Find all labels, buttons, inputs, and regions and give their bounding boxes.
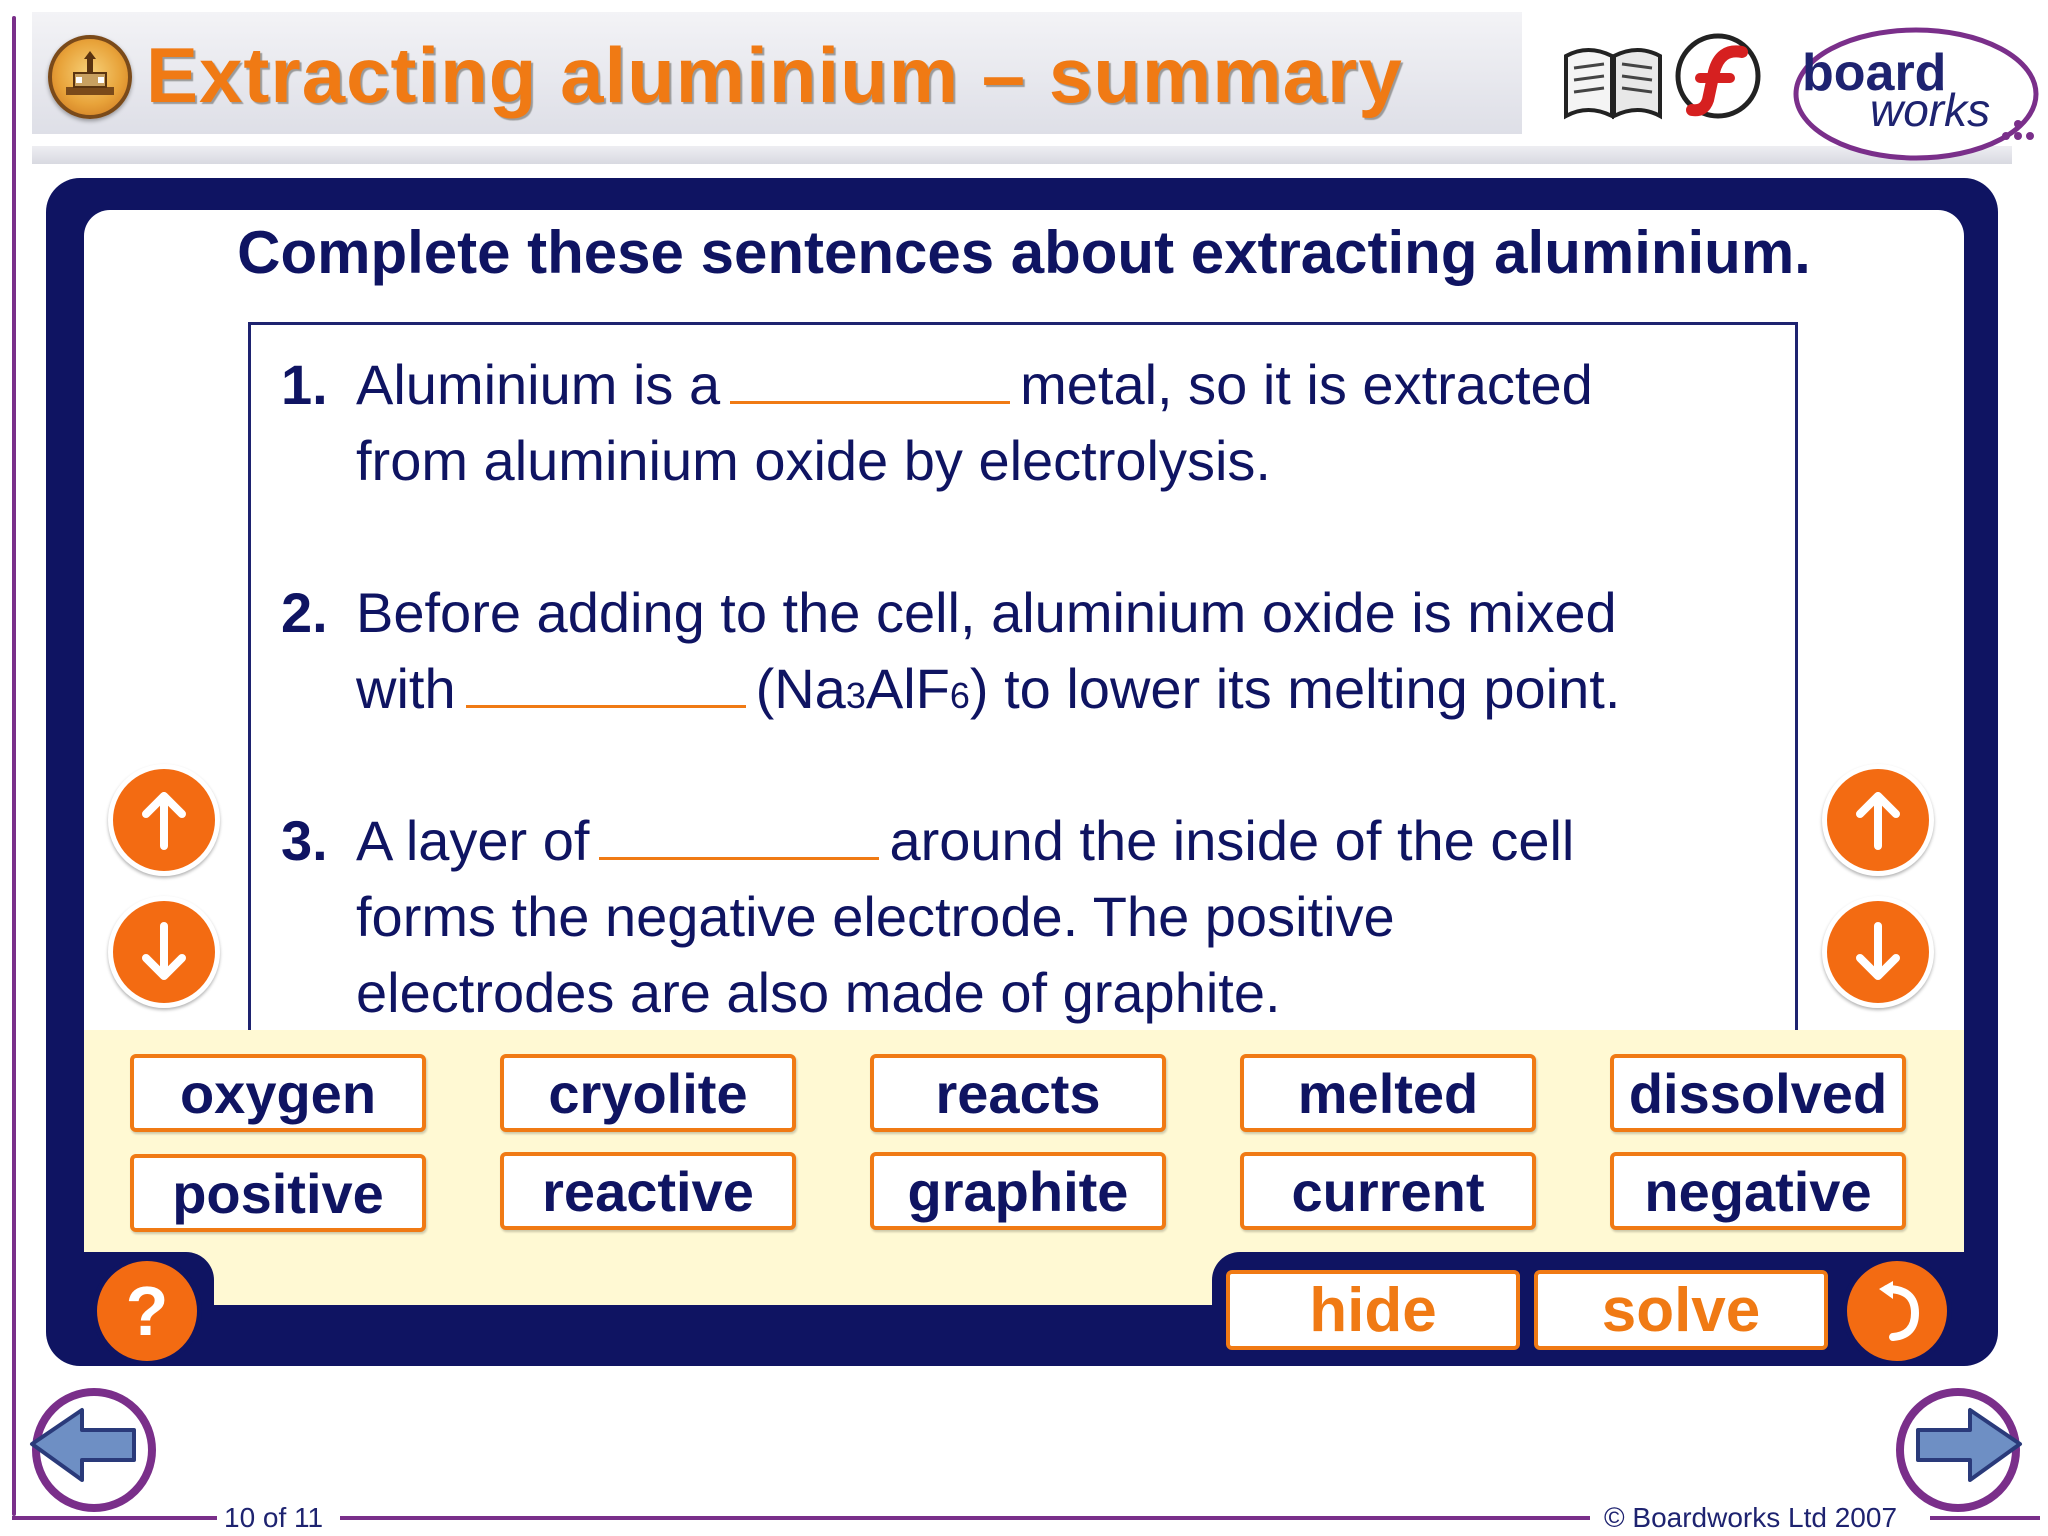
formula-text: (Na xyxy=(755,657,846,720)
sentence-list xyxy=(248,322,1798,1030)
answer-blank-3[interactable] xyxy=(599,810,879,860)
arrow-up-icon xyxy=(132,788,196,852)
sentence-text: Aluminium is a xyxy=(356,353,721,416)
sentence-text: with xyxy=(356,657,456,720)
sentence-text: forms the negative electrode. The positive xyxy=(356,885,1395,948)
sentence-text: electrodes are also made of graphite. xyxy=(356,961,1281,1024)
word-tile-reacts[interactable]: reacts xyxy=(870,1054,1166,1132)
sentence-number: 2. xyxy=(281,581,328,644)
sentence-1 xyxy=(281,347,1781,507)
sentence-text: Before adding to the cell, aluminium oxide is mixed xyxy=(356,581,1617,644)
next-slide-button[interactable] xyxy=(1892,1380,2028,1516)
word-tile-negative[interactable]: negative xyxy=(1610,1152,1906,1230)
title-strip xyxy=(32,146,2012,164)
page-indicator: 10 of 11 xyxy=(224,1502,324,1533)
boardworks-logo xyxy=(1784,8,2042,162)
arrow-up-icon xyxy=(1846,788,1910,852)
sentence-text: ) to lower its melting point. xyxy=(969,657,1621,720)
page-frame-bottom xyxy=(12,1516,217,1520)
arrow-down-icon xyxy=(1846,920,1910,984)
previous-slide-button[interactable] xyxy=(24,1380,160,1516)
sentence-text: metal, so it is extracted xyxy=(1020,353,1593,416)
scroll-up-left-button[interactable] xyxy=(108,764,220,876)
reset-button[interactable] xyxy=(1842,1256,1952,1366)
instruction-heading: Complete these sentences about extracting aluminium. xyxy=(237,219,1811,286)
logo-text-works: works xyxy=(1870,84,1991,136)
page-frame-bottom xyxy=(1930,1516,2040,1520)
sentence-3 xyxy=(281,803,1781,1030)
word-tile-current[interactable]: current xyxy=(1240,1152,1536,1230)
word-tile-reactive[interactable]: reactive xyxy=(500,1152,796,1230)
oil-rig-icon xyxy=(48,35,132,119)
formula-subscript: 6 xyxy=(949,675,970,716)
scroll-down-left-button[interactable] xyxy=(108,896,220,1008)
sentence-number: 3. xyxy=(281,809,328,872)
answer-blank-2[interactable] xyxy=(466,658,746,708)
sentence-2 xyxy=(281,575,1781,735)
word-tile-melted[interactable]: melted xyxy=(1240,1054,1536,1132)
word-tile-positive[interactable]: positive xyxy=(130,1154,426,1232)
logo-text-board: board xyxy=(1802,44,1947,102)
solve-button[interactable]: solve xyxy=(1534,1270,1828,1350)
reset-arrow-icon xyxy=(1865,1279,1929,1343)
scroll-up-right-button[interactable] xyxy=(1822,764,1934,876)
page-title: Extracting aluminium – summary xyxy=(146,31,1403,119)
help-button[interactable]: ? xyxy=(92,1256,202,1366)
sentence-text: from aluminium oxide by electrolysis. xyxy=(356,429,1271,492)
copyright-text: © Boardworks Ltd 2007 xyxy=(1604,1502,1898,1533)
answer-blank-1[interactable] xyxy=(730,354,1010,404)
word-tile-oxygen[interactable]: oxygen xyxy=(130,1054,426,1132)
sentence-text: A layer of xyxy=(356,809,590,872)
word-tile-dissolved[interactable]: dissolved xyxy=(1610,1054,1906,1132)
scroll-down-right-button[interactable] xyxy=(1822,896,1934,1008)
glossary-book-icon[interactable] xyxy=(1560,36,1666,124)
flash-icon[interactable] xyxy=(1672,26,1764,126)
word-tile-cryolite[interactable]: cryolite xyxy=(500,1054,796,1132)
word-tile-graphite[interactable]: graphite xyxy=(870,1152,1166,1230)
formula-text: AlF xyxy=(865,657,950,720)
sentence-text: around the inside of the cell xyxy=(889,809,1575,872)
hide-button[interactable]: hide xyxy=(1226,1270,1520,1350)
sentence-number: 1. xyxy=(281,353,328,416)
page-frame-bottom xyxy=(340,1516,1590,1520)
arrow-down-icon xyxy=(132,920,196,984)
formula-subscript: 3 xyxy=(845,675,866,716)
page-frame-left xyxy=(12,16,16,1516)
